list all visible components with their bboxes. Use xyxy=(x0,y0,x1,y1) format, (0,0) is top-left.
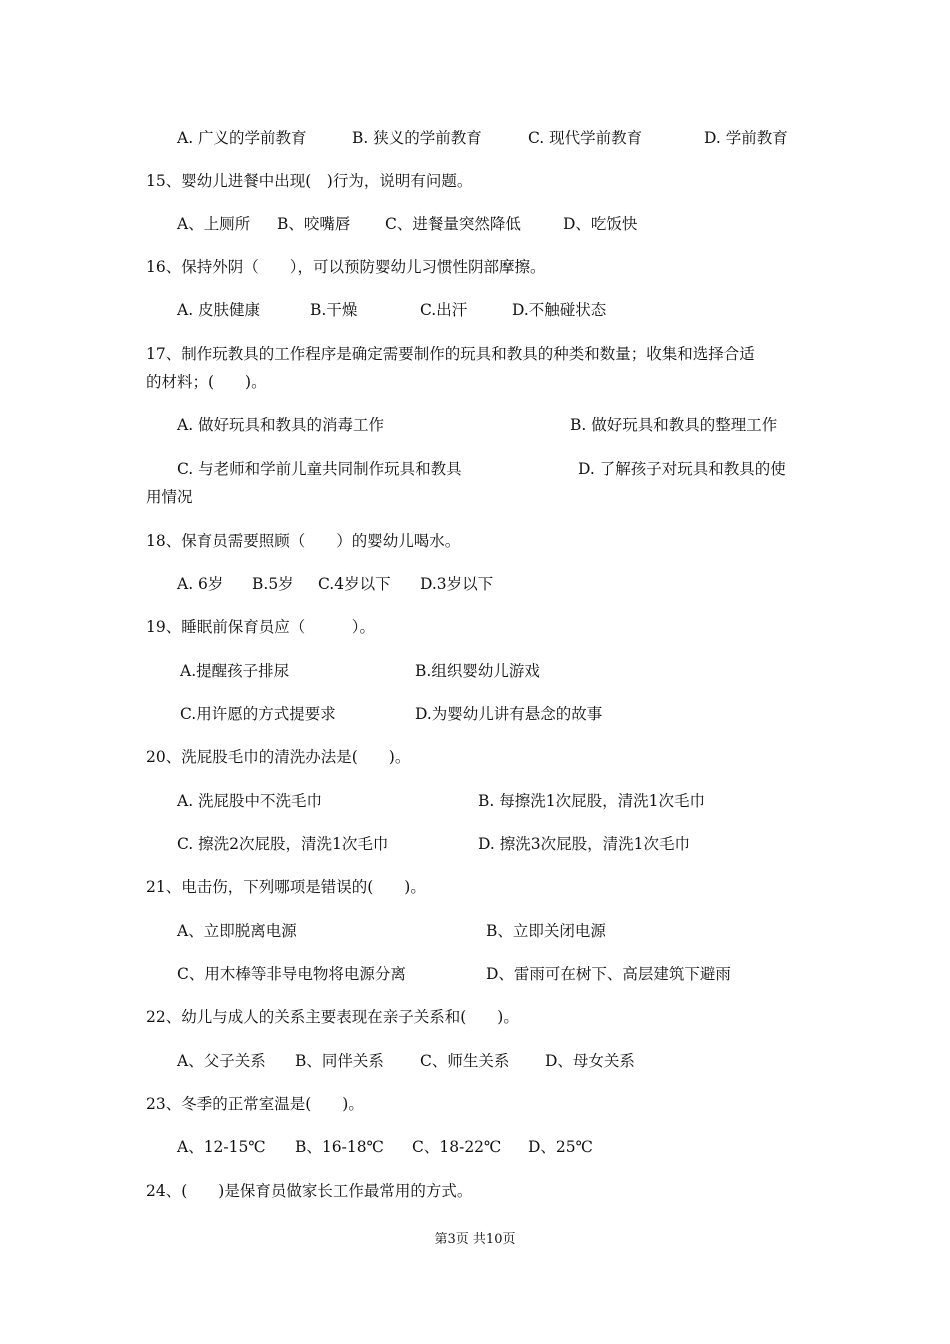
q22-stem: 22、幼儿与成人的关系主要表现在亲子关系和( )。 xyxy=(146,1008,519,1026)
q16-option-d: D.不触碰状态 xyxy=(512,301,607,319)
q18-option-b: B.5岁 xyxy=(252,575,294,593)
q15-option-a: A、上厕所 xyxy=(177,215,251,233)
q22-option-b: B、同伴关系 xyxy=(295,1052,384,1070)
q15-option-c: C、进餐量突然降低 xyxy=(385,215,521,233)
q17-stem-line1: 17、制作玩教具的工作程序是确定需要制作的玩具和教具的种类和数量；收集和选择合适 xyxy=(146,345,755,363)
q17-option-b: B. 做好玩具和教具的整理工作 xyxy=(570,416,778,434)
q21-option-c: C、用木棒等非导电物将电源分离 xyxy=(177,965,406,983)
q21-option-d: D、雷雨可在树下、高层建筑下避雨 xyxy=(486,965,731,983)
q20-option-d: D. 擦洗3次屁股，清洗1次毛巾 xyxy=(478,835,690,853)
q16-option-c: C.出汗 xyxy=(420,301,468,319)
q19-option-d: D.为婴幼儿讲有悬念的故事 xyxy=(415,705,603,723)
page-number: 第3页 共10页 xyxy=(434,1232,516,1247)
q18-option-d: D.3岁以下 xyxy=(420,575,494,593)
q17-option-a: A. 做好玩具和教具的消毒工作 xyxy=(177,416,385,434)
q19-option-c: C.用许愿的方式提要求 xyxy=(180,705,336,723)
q21-option-a: A、立即脱离电源 xyxy=(177,922,297,940)
q17-stem-line2: 的材料；( )。 xyxy=(146,373,267,391)
q20-option-c: C. 擦洗2次屁股，清洗1次毛巾 xyxy=(177,835,389,853)
q23-stem: 23、冬季的正常室温是( )。 xyxy=(146,1095,364,1113)
q24-stem: 24、( )是保育员做家长工作最常用的方式。 xyxy=(146,1182,473,1200)
q23-option-d: D、25℃ xyxy=(528,1138,593,1156)
q16-option-a: A. 皮肤健康 xyxy=(177,301,261,319)
q18-option-a: A. 6岁 xyxy=(177,575,224,593)
q16-stem: 16、保持外阴（ ），可以预防婴幼儿习惯性阴部摩擦。 xyxy=(146,258,546,276)
q14-option-c: C. 现代学前教育 xyxy=(528,129,643,147)
q21-stem: 21、电击伤，下列哪项是错误的( )。 xyxy=(146,878,426,896)
q17-option-c: C. 与老师和学前儿童共同制作玩具和教具 xyxy=(177,460,462,478)
q19-stem: 19、睡眠前保育员应（ ）。 xyxy=(146,618,375,636)
q18-stem: 18、保育员需要照顾（ ）的婴幼儿喝水。 xyxy=(146,532,461,550)
q20-option-b: B. 每擦洗1次屁股，清洗1次毛巾 xyxy=(478,792,705,810)
q20-stem: 20、洗屁股毛巾的清洗办法是( )。 xyxy=(146,748,411,766)
q19-option-a: A.提醒孩子排尿 xyxy=(180,662,290,680)
q23-option-a: A、12-15℃ xyxy=(177,1138,266,1156)
q22-option-d: D、母女关系 xyxy=(545,1052,635,1070)
q23-option-b: B、16-18℃ xyxy=(295,1138,384,1156)
q14-option-a: A. 广义的学前教育 xyxy=(177,129,307,147)
q14-option-b: B. 狭义的学前教育 xyxy=(352,129,482,147)
q15-option-d: D、吃饭快 xyxy=(563,215,638,233)
q16-option-b: B.干燥 xyxy=(310,301,358,319)
q18-option-c: C.4岁以下 xyxy=(318,575,391,593)
q22-option-c: C、师生关系 xyxy=(420,1052,510,1070)
q20-option-a: A. 洗屁股中不洗毛巾 xyxy=(177,792,323,810)
q19-option-b: B.组织婴幼儿游戏 xyxy=(415,662,540,680)
q17-option-d: D. 了解孩子对玩具和教具的使 xyxy=(578,460,786,478)
q21-option-b: B、立即关闭电源 xyxy=(486,922,606,940)
q15-stem: 15、婴幼儿进餐中出现( )行为，说明有问题。 xyxy=(146,172,473,190)
q23-option-c: C、18-22℃ xyxy=(412,1138,502,1156)
q22-option-a: A、父子关系 xyxy=(177,1052,266,1070)
q17-option-d-continuation: 用情况 xyxy=(146,488,193,506)
q14-option-d: D. 学前教育 xyxy=(704,129,788,147)
q15-option-b: B、咬嘴唇 xyxy=(277,215,351,233)
